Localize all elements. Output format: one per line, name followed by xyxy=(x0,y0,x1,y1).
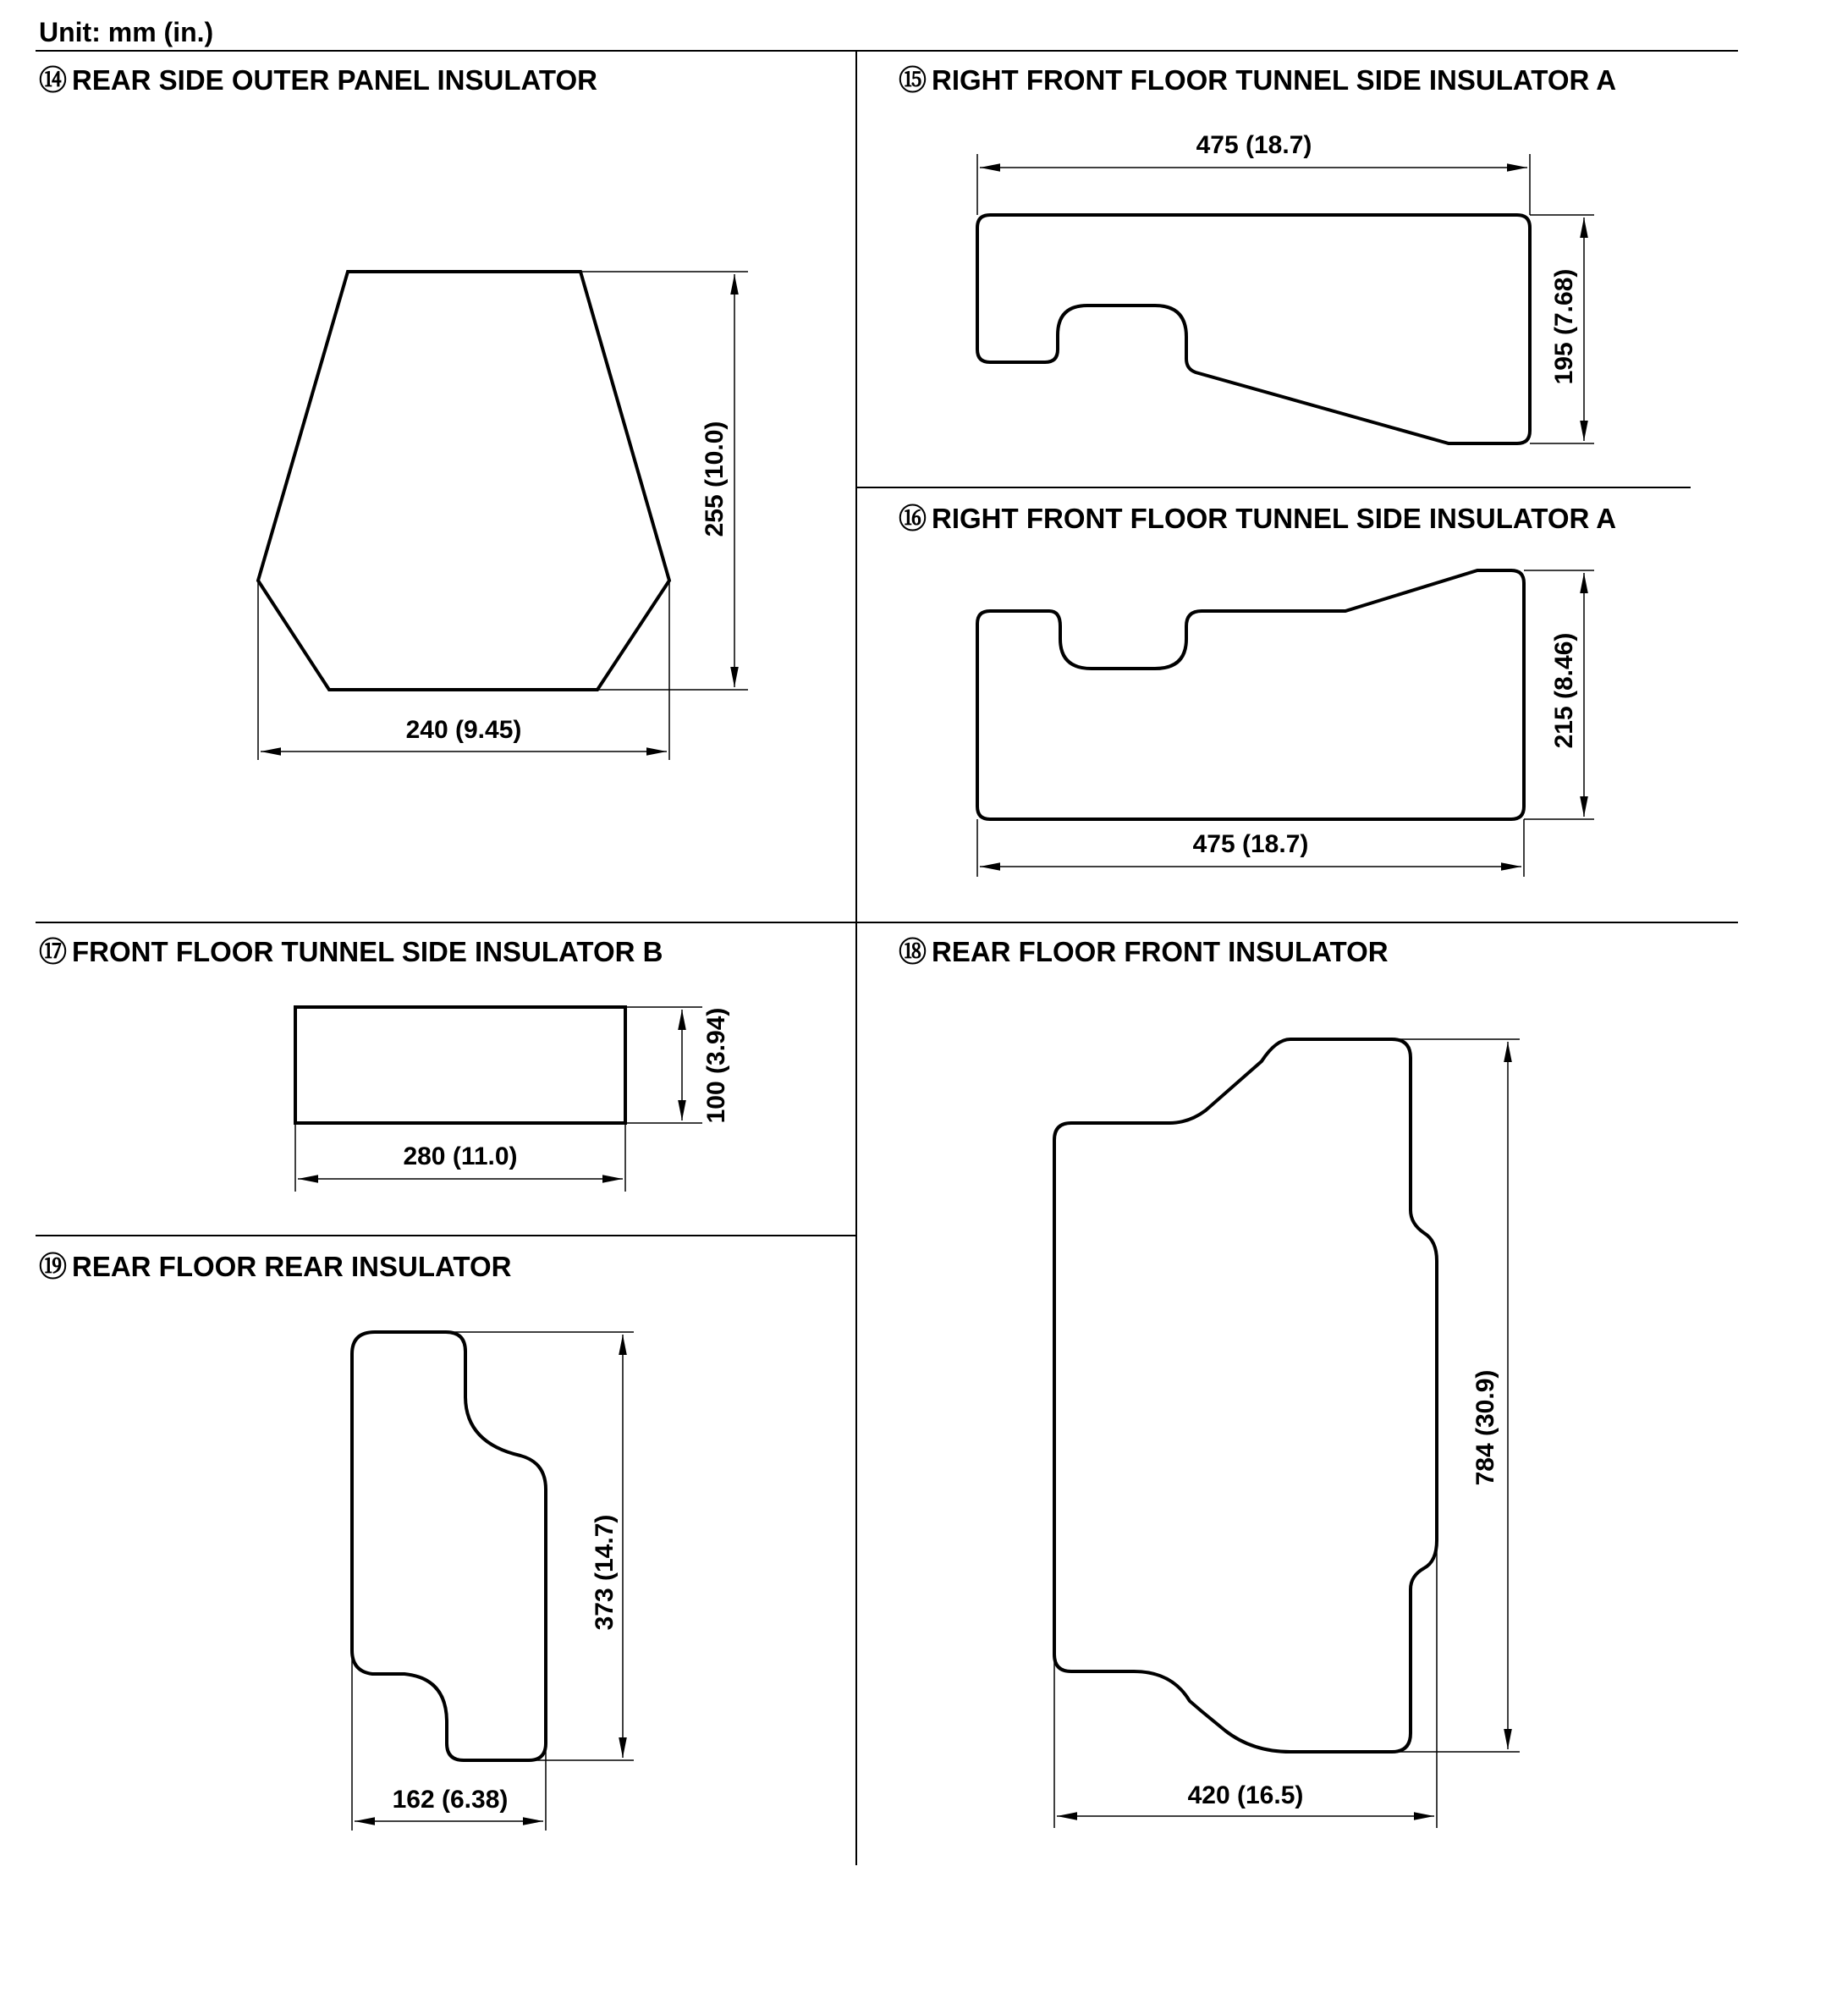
panel-18-title xyxy=(899,938,1389,966)
unit-label: Unit: mm (in.) xyxy=(39,17,214,47)
shape-15-outline xyxy=(977,215,1530,443)
panel-16-number: ⑯ xyxy=(899,503,927,534)
dim-14-height-label: 255 (10.0) xyxy=(701,421,729,537)
dim-19-height-label: 373 (14.7) xyxy=(591,1514,619,1631)
dim-15-lines xyxy=(977,154,1594,443)
panel-17-title xyxy=(39,938,663,966)
panel-17-title-text: FRONT FLOOR TUNNEL SIDE INSULATOR B xyxy=(72,936,663,967)
dim-18-height-label: 784 (30.9) xyxy=(1471,1369,1499,1486)
panel-14-number: ⑭ xyxy=(39,64,67,96)
panel-18-title-text: REAR FLOOR FRONT INSULATOR xyxy=(932,936,1389,967)
dim-18-lines xyxy=(1054,1039,1520,1828)
panel-16-title-text: RIGHT FRONT FLOOR TUNNEL SIDE INSULATOR A xyxy=(932,503,1617,534)
dim-14-width-label: 240 (9.45) xyxy=(405,716,522,744)
dim-19-width-label: 162 (6.38) xyxy=(392,1786,509,1814)
panel-19-title-text: REAR FLOOR REAR INSULATOR xyxy=(72,1251,512,1282)
dim-18-width-label: 420 (16.5) xyxy=(1187,1781,1304,1809)
shape-17-outline xyxy=(295,1007,625,1123)
panel-17-number: ⑰ xyxy=(39,936,67,967)
dim-14-lines xyxy=(258,272,748,760)
shape-14-outline xyxy=(258,272,669,690)
panel-14-title-text: REAR SIDE OUTER PANEL INSULATOR xyxy=(72,64,597,96)
dim-15-width-label: 475 (18.7) xyxy=(1196,131,1312,159)
panel-19-title xyxy=(39,1252,511,1280)
dim-16-width-label: 475 (18.7) xyxy=(1192,830,1309,858)
panel-19-number: ⑲ xyxy=(39,1251,67,1282)
dim-17-height-label: 100 (3.94) xyxy=(702,1007,730,1124)
panel-15-title xyxy=(899,66,1616,94)
panel-18-number: ⑱ xyxy=(899,936,927,967)
shape-18-outline xyxy=(1054,1039,1437,1752)
shape-19-outline xyxy=(352,1332,546,1760)
panel-15-title-text: RIGHT FRONT FLOOR TUNNEL SIDE INSULATOR A xyxy=(932,64,1617,96)
panel-15-number: ⑮ xyxy=(899,64,927,96)
dim-15-height-label: 195 (7.68) xyxy=(1550,268,1578,385)
dim-16-height-label: 215 (8.46) xyxy=(1550,632,1578,749)
dim-17-width-label: 280 (11.0) xyxy=(403,1142,518,1170)
panel-14-title xyxy=(39,66,597,94)
panel-16-title xyxy=(899,504,1616,532)
shape-16-outline xyxy=(977,570,1524,819)
